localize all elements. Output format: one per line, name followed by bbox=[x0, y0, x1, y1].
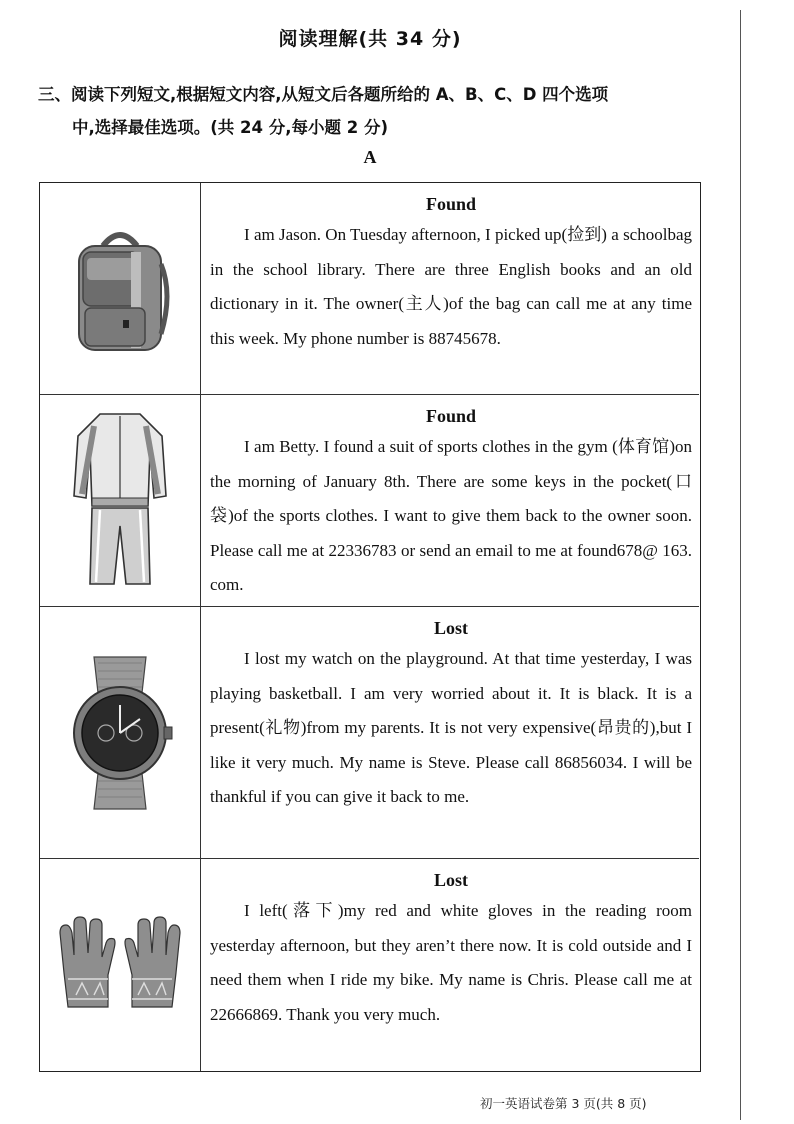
notice-body: I am Betty. I found a suit of sports clothes in the gym (体育馆)on the morning of January 8th. There are some keys in the pocket(口袋)of the sports clothes. I want to give them back to the owner soon. Please call me at 22336783 or send an email to me at found678@ 163. com. bbox=[210, 437, 692, 594]
notice-title: Found bbox=[425, 406, 477, 426]
notice-title: Found bbox=[425, 194, 477, 214]
instructions-line-1: 三、阅读下列短文,根据短文内容,从短文后各题所给的 A、B、C、D 四个选项 bbox=[38, 85, 609, 104]
passage-label: A bbox=[363, 147, 377, 167]
gloves-icon bbox=[50, 915, 190, 1015]
notice-body: I left(落下)my red and white gloves in the reading room yesterday afternoon, but they aren’t there now. It is cold outside and I need them when I ride my bike. My name is Chris. Please call me at 22666869. Thank you very much. bbox=[210, 901, 692, 1024]
table-row bbox=[40, 607, 699, 859]
image-cell bbox=[40, 183, 201, 394]
notice-text bbox=[210, 395, 692, 606]
page-margin-line bbox=[740, 10, 741, 1120]
table-row bbox=[40, 183, 699, 395]
table-row bbox=[40, 859, 699, 1071]
notice-title: Lost bbox=[433, 618, 468, 638]
image-cell bbox=[40, 859, 201, 1071]
notice-body: I lost my watch on the playground. At that time yesterday, I was playing basketball. I am very worried about it. It is black. It is a present(礼物)from my parents. It is not very expensive(昂贵的),but I like it very much. My name is Steve. Please call 86856034. I will be thankful if you can give it back to me. bbox=[210, 649, 692, 806]
section-title: 阅读理解(共 34 分) bbox=[278, 28, 462, 50]
page-footer: 初一英语试卷第 3 页(共 8 页) bbox=[480, 1096, 647, 1111]
image-cell bbox=[40, 395, 201, 606]
sports-clothes-icon bbox=[70, 406, 170, 596]
table-row bbox=[40, 395, 699, 607]
image-cell bbox=[40, 607, 201, 858]
notice-body: I am Jason. On Tuesday afternoon, I picked up(捡到) a schoolbag in the school library. There are three English books and an old dictionary in it. The owner(主人)of the bag can call me at any time this week. My phone number is 88745678. bbox=[210, 225, 692, 348]
schoolbag-icon bbox=[65, 224, 175, 354]
notice-title: Lost bbox=[433, 870, 468, 890]
notice-text bbox=[210, 183, 692, 394]
notice-text bbox=[210, 607, 692, 858]
instructions-line-2: 中,选择最佳选项。(共 24 分,每小题 2 分) bbox=[72, 118, 389, 137]
notice-text bbox=[210, 859, 692, 1071]
watch-icon bbox=[60, 653, 180, 813]
instructions bbox=[38, 78, 718, 144]
notice-table bbox=[39, 182, 701, 1072]
